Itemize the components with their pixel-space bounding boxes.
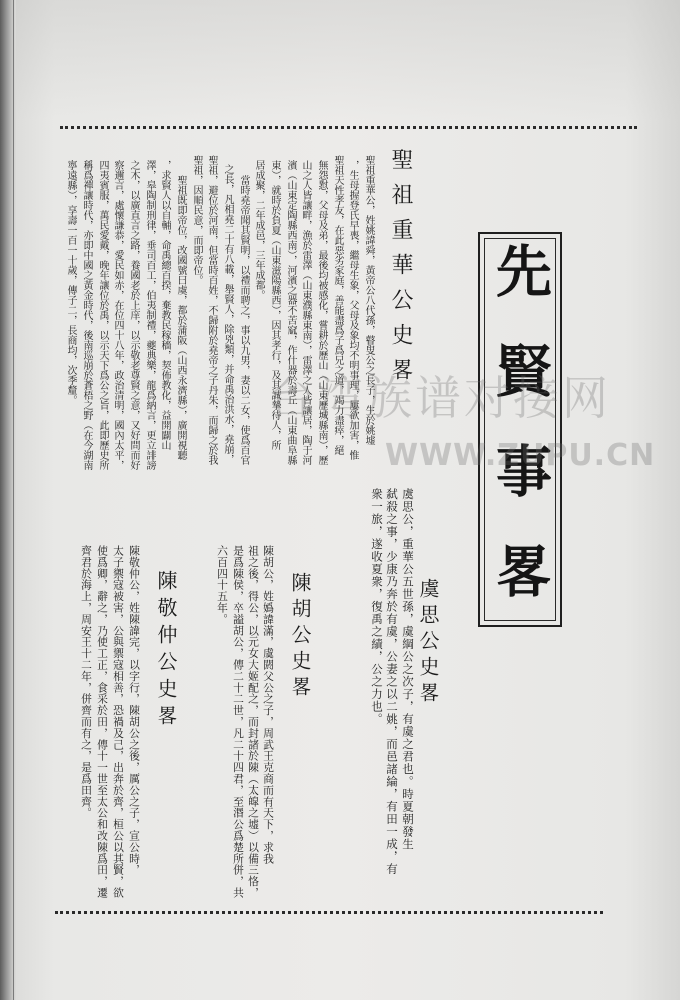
text-column: 澤，皋陶制刑律，垂司百工，伯夷制禮，夔典樂，龍爲納言，更立誹謗 [144,160,155,470]
section-title-yusi: 虞思公史畧 [416,578,440,708]
section-title-chonghua: 聖祖重華公史畧 [388,148,413,393]
text-column: 聖祖既即帝位，改國號曰虞，都於蒲阪（山西永濟縣），廣開視聽 [175,175,186,460]
text-column: 陳胡公，姓嬀諱滿，虞閼父公之子，周武王克商而有天下，求我 [262,545,275,865]
text-column: 之長，凡相堯二十有八載，舉賢人，除兇類，并命禹治洪水，堯崩， [222,164,233,464]
text-column: 祖之後，得公，以元女大姬配之，而封諸於陳（太皡之墟）以備三恪， [247,545,260,899]
text-column: 聖祖，因順民意，而即帝位。 [191,155,202,285]
text-column: 弑殺之事，少康乃奔於有虞，公妻之以二姚，而邑諸綸，有田一成，有 [385,488,399,876]
text-column: 使爲卿，辭之，乃使工正，食采於田，傳十一世至太公和改陳爲田，遷 [96,545,109,899]
binding-edge [13,0,14,1000]
watermark-site-name: 台湾族谱对接网 [268,371,611,425]
chapter-title: 先賢事畧 [487,242,553,642]
text-column: 之木，以廣直言之路，養國老於上庠，以示敬老尊賢之意，又好問而好 [128,160,139,470]
text-column: 陳敬仲公，姓陳諱完，以字行，陳胡公之後，厲公之子，宣公時， [128,545,141,876]
text-column: 稱爲禪讓時代，亦即中國之黃金時代，後南巡崩於蒼梧之野（在今湖南 [81,160,92,470]
text-column: 齊君於海上，周安王十二年，併齊而有之，是爲田齊。 [80,545,93,819]
text-column: 虞思公，重華公五世孫，虞綱公之次子，有虞之君也。時夏朝發生 [401,488,415,851]
text-column: 無怨懟，父母及弟，最後均被感化，嘗耕於歷山（山東歷城縣南），歷 [316,160,327,465]
text-column: 寧遠縣），享壽一百一十歲，傳子二，長商均，次季釐。 [65,160,76,405]
text-column: 太子禦寇被害，公與禦寇相善，恐禍及己，出奔於齊，桓公以其賢，欲 [112,545,125,899]
text-column: 東），就時於負夏（山東滋陽縣西），因其孝行，及其誠摯待人，所 [269,160,280,450]
text-column: 四夷賓服，萬民愛戴，晚年讓位於禹，以示天下爲公之旨，此即歷史所 [97,160,108,470]
dotted-rule-top [60,126,637,129]
text-column: 衆一旅，遂收夏衆，復禹之績，公之力也。 [370,488,384,726]
text-column: 聖祖天性孝友，在此惡劣家庭，善能盡爲子爲兄之道，竭力盡瘁，絕 [332,155,343,455]
text-column: 察邇言，處懷謙恭，愛民如赤，在位四十八年，政治清明，國內太平， [112,160,123,470]
text-column: 是爲陳侯，卒謚胡公，傳二十二世，凡二十四君，至湣公爲楚所併，共 [232,545,245,899]
text-column: ，生母握登氏早喪，繼母生象，父母及象均不明事理，屢欲加害，惟 [347,160,358,460]
text-column: 當時堯帝聞其賢明，以禮而聘之，事以九男，妻以二女，使爲百官 [238,175,249,465]
text-column: 濱（山東定陶縣西南），河濱之器不苦窳，作什器於壽丘（山東曲阜縣 [285,160,296,465]
watermark-site-url: WWW.ZUPU.CN [385,438,656,473]
text-column: 居成聚，二年成邑，三年成都。 [253,160,264,300]
section-title-chenhu: 陳胡公史畧 [288,572,312,702]
text-column: 聖祖重華公，姓姚諱舜，黃帝公八代孫，瞽叟公之長子，生於姚墟 [363,155,374,445]
text-column: 聖祖，避位於河南，但當時百姓，不歸附於堯帝之子丹朱，而歸之於我 [206,155,217,465]
dotted-rule-bottom [55,911,603,914]
text-column: ，求賢人以自輔，命禹總百揆，棄教民稼穡，契佈教化，益開闢山 [159,160,170,450]
page-shading [0,0,680,120]
section-title-jingzhong: 陳敬仲公史畧 [154,570,178,732]
chapter-title-box [478,232,562,642]
text-column: 山之人皆讓畔，漁於雷澤（山東濮縣東南），雷澤之人皆讓居，陶于河 [300,160,311,465]
text-column: 六百四十五年。 [216,545,229,625]
